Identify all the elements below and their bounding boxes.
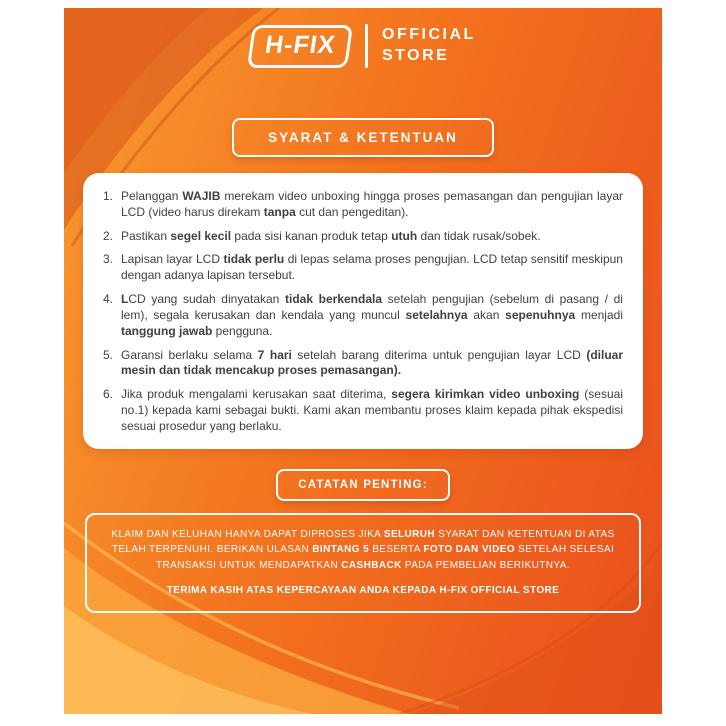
note-paragraph: TERIMA KASIH ATAS KEPERCAYAAN ANDA KEPADA H-FIX OFFICIAL STORE <box>166 585 560 597</box>
canvas <box>64 8 662 714</box>
hfix-logo: H-FIX <box>247 25 353 68</box>
term-item <box>103 387 623 434</box>
terms-card <box>83 173 643 449</box>
terms-list <box>103 189 623 435</box>
term-text: Lapisan layar LCD tidak perlu di lepas selama proses pengujian. LCD tetap sensitif meskipun dengan adanya lapisan tersebut. <box>121 252 623 283</box>
term-text: Garansi berlaku selama 7 hari setelah barang diterima untuk pengujian layar LCD (diluar mesin dan tidak mencakup proses pemasangan). <box>121 347 623 378</box>
term-item <box>103 229 623 245</box>
term-number: 5. <box>103 347 114 362</box>
term-number: 4. <box>103 292 114 307</box>
store-header <box>250 24 476 68</box>
term-number: 2. <box>103 228 114 243</box>
term-item <box>103 189 623 221</box>
page-title: SYARAT & KETENTUAN <box>232 118 494 157</box>
term-number: 1. <box>103 189 114 203</box>
term-text: Pastikan segel kecil pada sisi kanan produk tetap utuh dan tidak rusak/sobek. <box>121 228 541 243</box>
store-name-line1: OFFICIAL <box>382 26 476 44</box>
term-item <box>103 252 623 284</box>
term-item <box>103 292 623 339</box>
notes-paragraphs <box>105 527 621 599</box>
term-text: LCD yang sudah dinyatakan tidak berkendala setelah pengujian (sebelum di pasang / di lem), segala kerusakan dan kendala yang muncul setelahnya akan sepenuhnya menjadi tanggung jawab pengguna. <box>121 292 623 338</box>
store-name <box>382 25 476 67</box>
term-item <box>103 348 623 380</box>
important-notes-box <box>85 513 641 613</box>
term-number: 6. <box>103 387 114 402</box>
store-name-line2: STORE <box>382 47 450 64</box>
term-text: Jika produk mengalami kerusakan saat diterima, segera kirimkan video unboxing (sesuai no.1) kepada kami sebagai bukti. Kami akan membantu proses klaim kepada pihak ekspedisi sesuai prosedur yang berlaku. <box>121 387 623 433</box>
term-text: Pelanggan WAJIB merekam video unboxing hingga proses pemasangan dan pengujian layar LCD (video harus direkam tanpa cut dan pengeditan). <box>121 189 623 219</box>
term-number: 3. <box>103 252 114 267</box>
note-paragraph: KLAIM DAN KELUHAN HANYA DAPAT DIPROSES JIKA SELURUH SYARAT DAN KETENTUAN DI ATAS TELAH TERPENUHI. BERIKAN ULASAN BINTANG 5 BESERTA FOTO DAN VIDEO SETELAH SELESAI TRANSAKSI UNTUK MENDAPATKAN CASHBACK PADA PEMBELIAN BERIKUTNYA. <box>111 528 615 571</box>
logo-divider <box>365 24 369 68</box>
catatan-penting-label: CATATAN PENTING: <box>276 469 450 501</box>
